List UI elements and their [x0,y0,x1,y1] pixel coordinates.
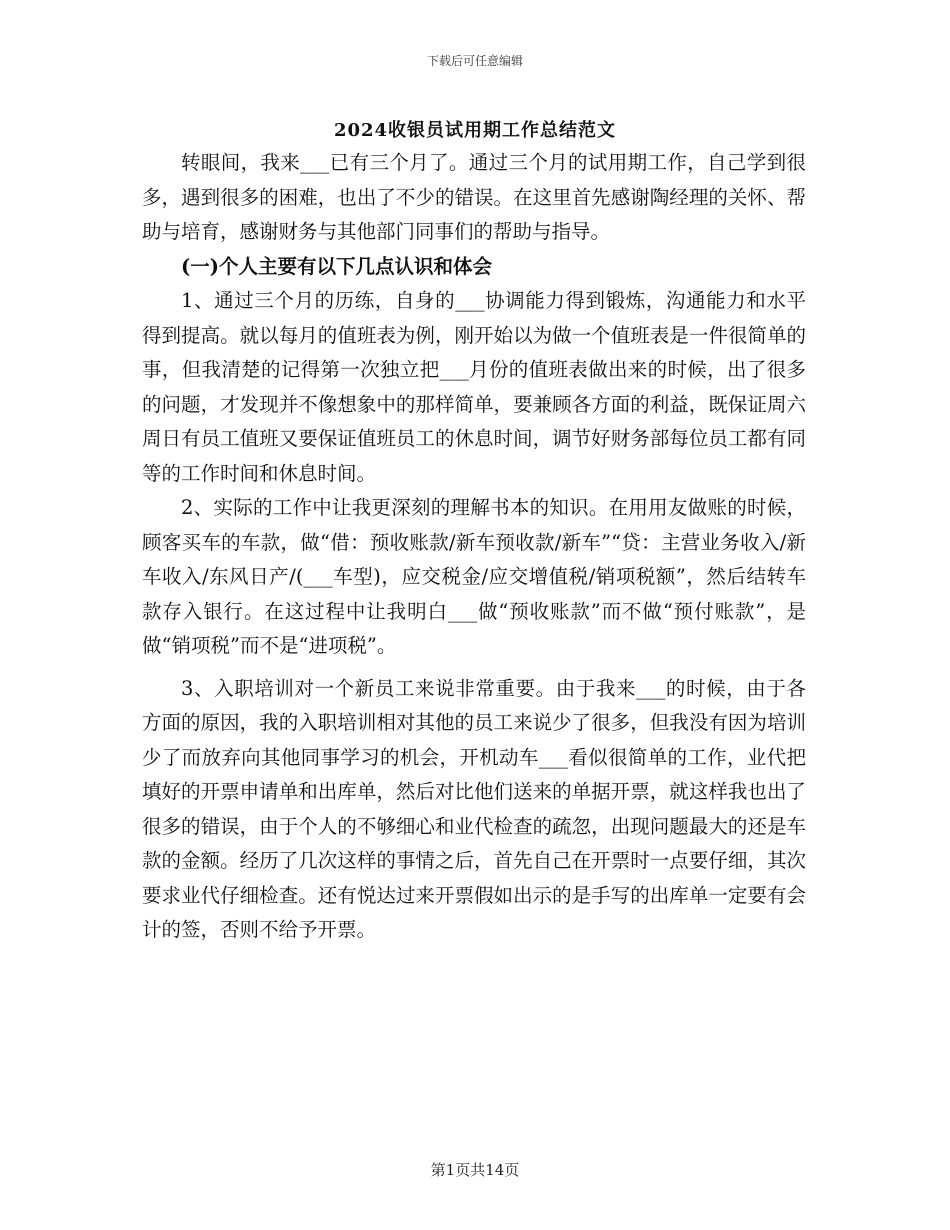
paragraph-intro: 转眼间，我来___已有三个月了。通过三个月的试用期工作，自己学到很多，遇到很多的困难，也出了不少的错误。在这里首先感谢陶经理的关怀、帮助与培育，感谢财务与其他部门同事们的帮助与指导。 [142,151,806,243]
document-body [142,146,806,948]
paragraph-point-3: 3、入职培训对一个新员工来说非常重要。由于我来___的时候，由于各方面的原因，我的入职培训相对其他的员工来说少了很多，但我没有因为培训少了而放弃向其他同事学习的机会，开机动车___看似很简单的工作，业代把填好的开票申请单和出库单，然后对比他们送来的单据开票，就这样我也出了很多的错误，由于个人的不够细心和业代检查的疏忽，出现问题最大的还是车款的金额。经历了几次这样的事情之后，首先自己在开票时一点要仔细，其次要求业代仔细检查。还有悦达过来开票假如出示的是手写的出库单一定要有会计的签，否则不给予开票。 [142,676,806,941]
paragraph-point-1: 1、通过三个月的历练，自身的___协调能力得到锻炼，沟通能力和水平得到提高。就以每月的值班表为例，刚开始以为做一个值班表是一件很简单的事，但我清楚的记得第一次独立把___月份的值班表做出来的时候，出了很多的问题，才发现并不像想象中的那样简单，要兼顾各方面的利益，既保证周六周日有员工值班又要保证值班员工的休息时间，调节好财务部每位员工都有同等的工作时间和休息时间。 [142,289,806,485]
paragraph-point-2: 2、实际的工作中让我更深刻的理解书本的知识。在用用友做账的时候，顾客买车的车款，做“借：预收账款/新车预收款/新车”“贷：主营业务收入/新车收入/东风日产/(___车型)，应交税金/应交增值税/销项税额”，然后结转车款存入银行。在这过程中让我明白___做“预收账款”而不做“预付账款”，是做“销项税”而不是“进项税”。 [142,496,806,657]
page-number-footer: 第1页共14页 [430,1161,520,1179]
document-title: 2024收银员试用期工作总结范文 [333,120,617,141]
section-heading: (一)个人主要有以下几点认识和体会 [181,254,492,278]
page-header-note: 下载后可任意编辑 [426,54,523,68]
